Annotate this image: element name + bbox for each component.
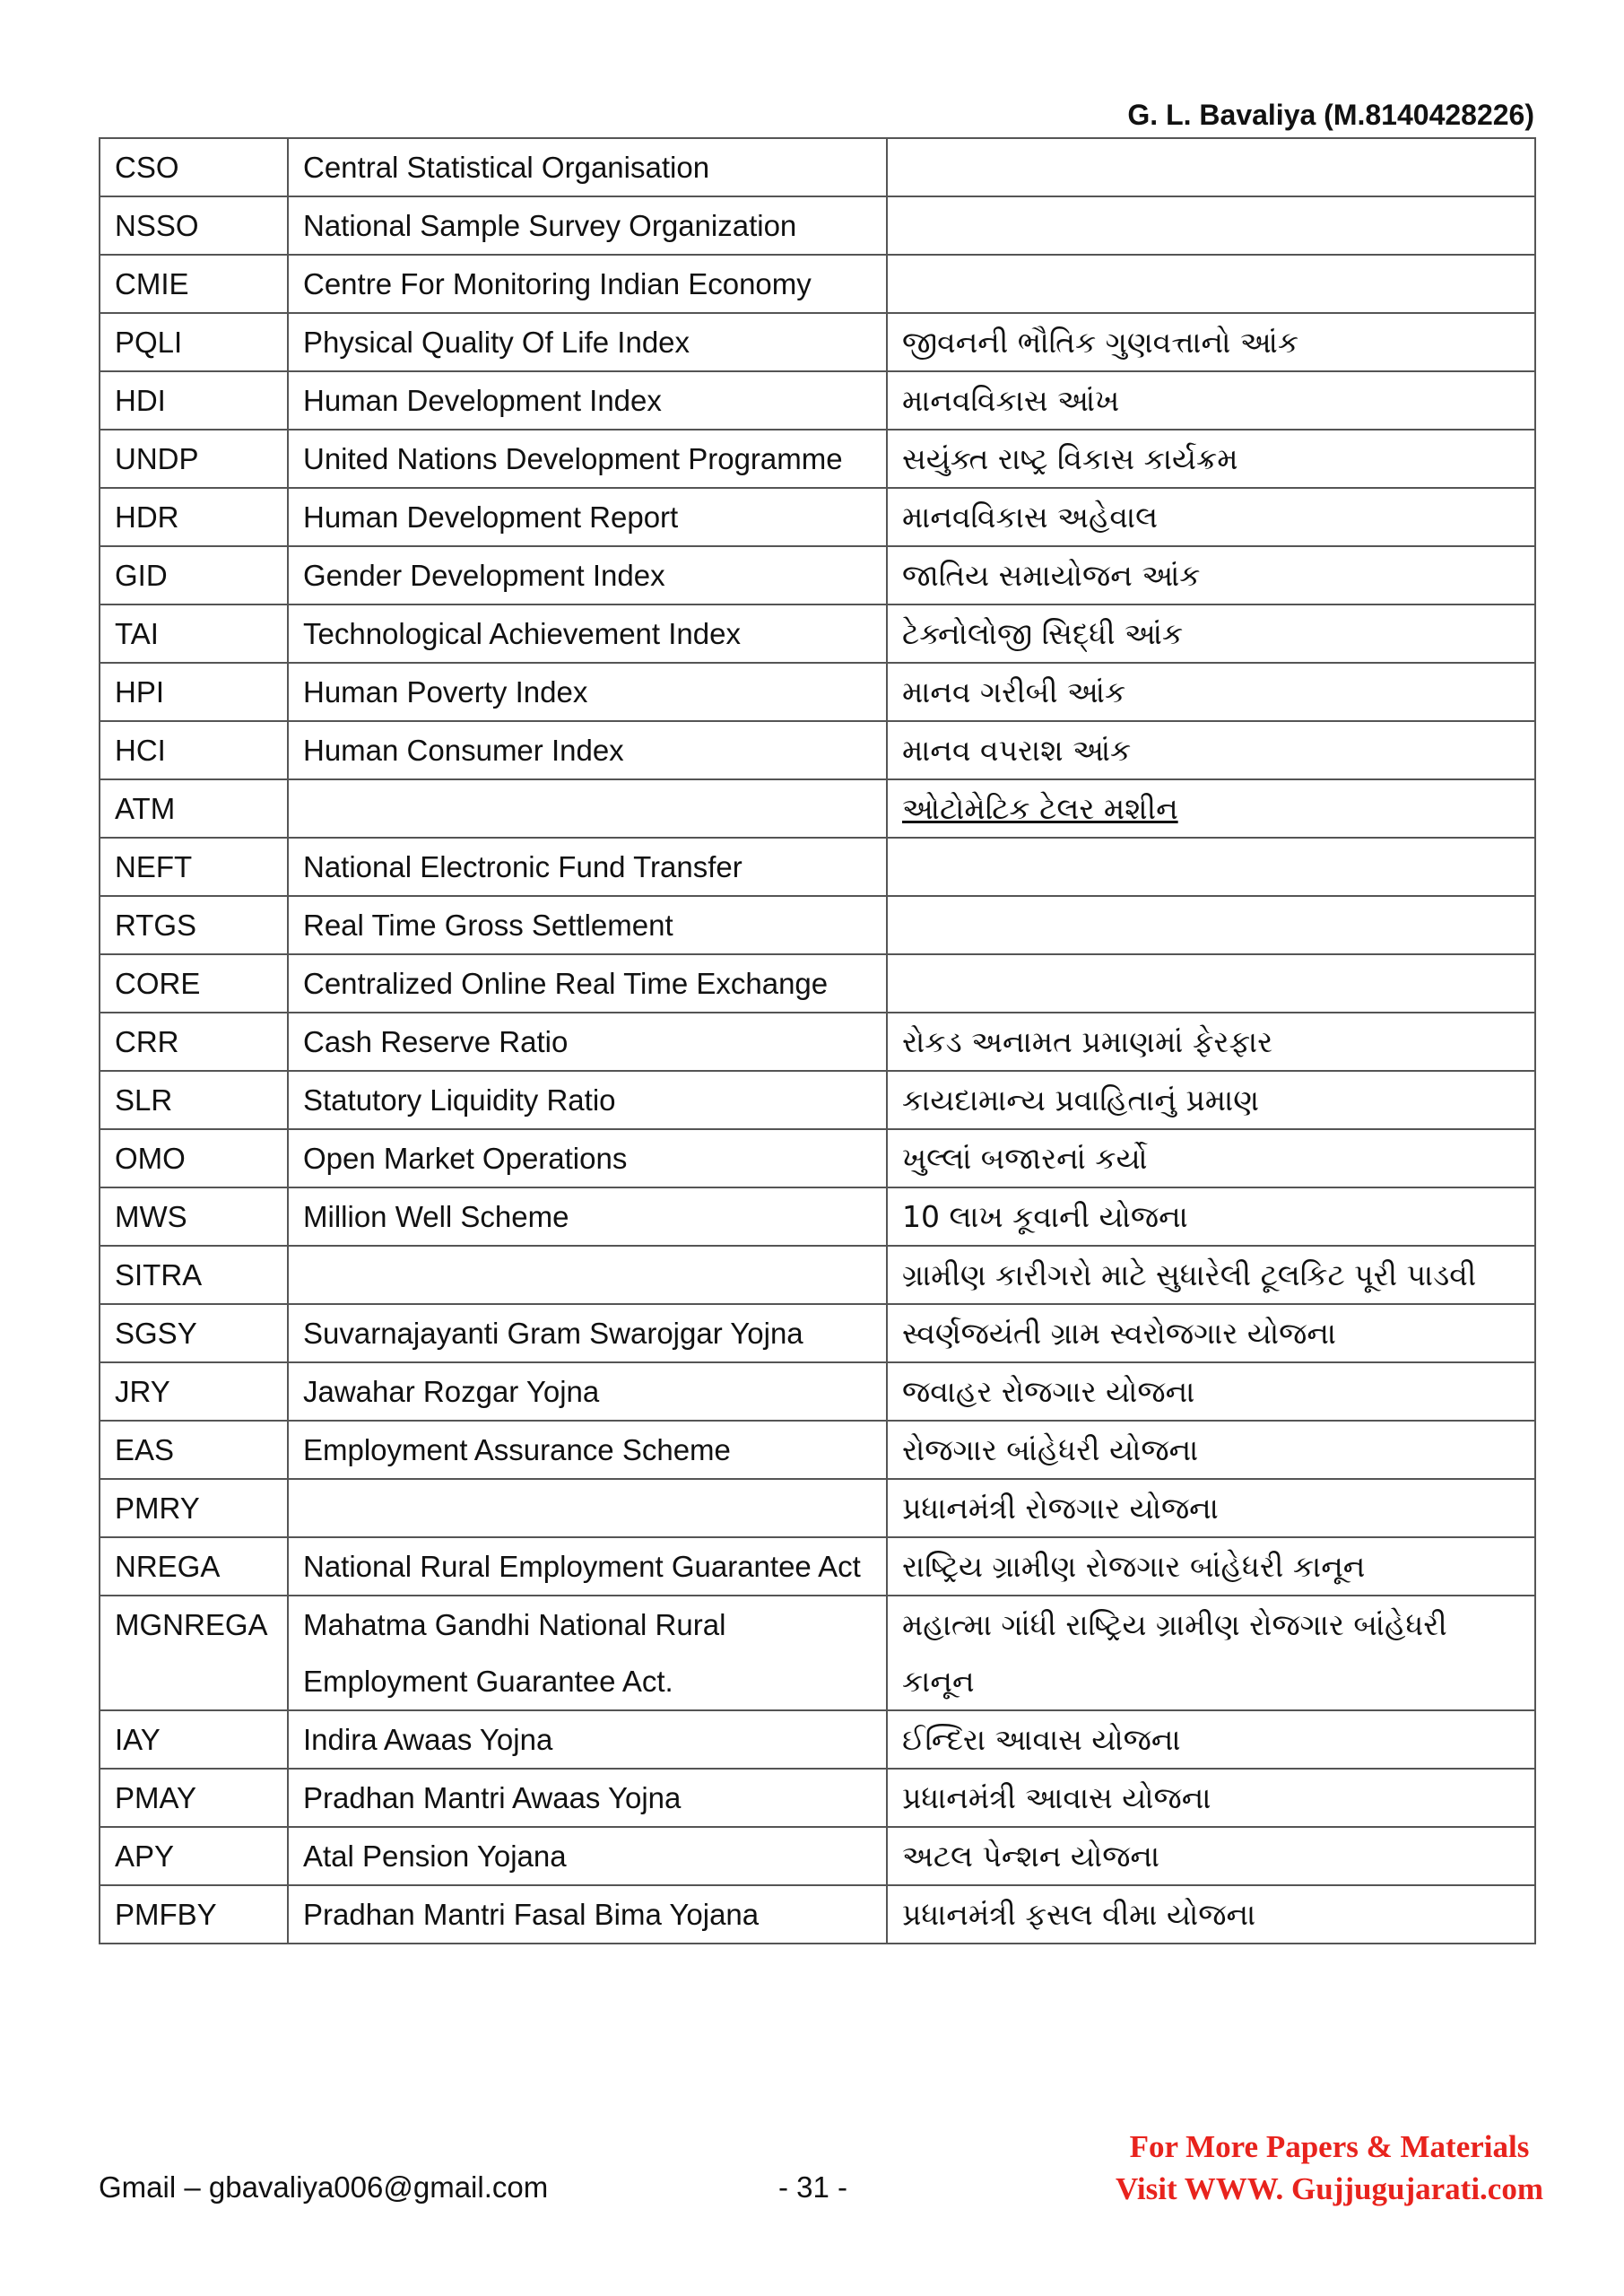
abbreviation-cell — [100, 255, 288, 313]
table-row — [100, 1071, 1535, 1129]
english-term-cell — [288, 1071, 887, 1129]
english-term-cell-text: Physical Quality Of Life Index — [303, 326, 690, 359]
abbreviation-cell-text: ATM — [115, 792, 176, 825]
abbreviation-table-body — [100, 138, 1535, 1944]
gujarati-term-cell — [887, 604, 1535, 663]
abbreviation-cell — [100, 371, 288, 430]
table-row — [100, 663, 1535, 721]
english-term-cell-text: Pradhan Mantri Fasal Bima Yojana — [303, 1898, 760, 1931]
english-term-cell-text: National Rural Employment Guarantee Act — [303, 1550, 861, 1583]
english-term-cell — [288, 1129, 887, 1187]
abbreviation-cell — [100, 1596, 288, 1710]
gujarati-term-cell-text: માનવ વપરાશ આંક — [902, 733, 1132, 768]
abbreviation-cell-text: NEFT — [115, 850, 193, 883]
gujarati-term-cell-text: ઈન્દિરા આવાસ યોજના — [902, 1722, 1181, 1757]
english-term-cell — [288, 721, 887, 779]
abbreviation-cell-text: HDR — [115, 500, 179, 534]
abbreviation-cell-text: HCI — [115, 734, 166, 767]
gujarati-term-cell — [887, 1362, 1535, 1421]
table-row — [100, 1479, 1535, 1537]
gujarati-term-cell — [887, 1769, 1535, 1827]
table-row — [100, 430, 1535, 488]
table-row — [100, 1769, 1535, 1827]
abbreviation-cell — [100, 1479, 288, 1537]
footer-email: Gmail – gbavaliya006@gmail.com — [99, 2170, 549, 2204]
table-row — [100, 313, 1535, 371]
gujarati-term-cell — [887, 255, 1535, 313]
gujarati-term-cell — [887, 1304, 1535, 1362]
english-term-cell-text: Centralized Online Real Time Exchange — [303, 967, 829, 1000]
abbreviation-cell — [100, 1129, 288, 1187]
abbreviation-cell — [100, 546, 288, 604]
table-row — [100, 255, 1535, 313]
english-term-cell — [288, 255, 887, 313]
abbreviation-cell-text: HDI — [115, 384, 166, 417]
gujarati-term-cell-text: અટલ પેન્શન યોજના — [902, 1839, 1160, 1874]
gujarati-term-cell-text: માનવ ગરીબી આંક — [902, 674, 1126, 709]
english-term-cell — [288, 1537, 887, 1596]
table-row — [100, 1827, 1535, 1885]
english-term-cell — [288, 313, 887, 371]
gujarati-term-cell-text: પ્રધાનમંત્રી રોજગાર યોજના — [902, 1491, 1219, 1526]
english-term-cell-text: Atal Pension Yojana — [303, 1839, 567, 1873]
english-term-cell — [288, 1769, 887, 1827]
gujarati-term-cell — [887, 371, 1535, 430]
abbreviation-cell — [100, 1304, 288, 1362]
abbreviation-cell-text: PMAY — [115, 1781, 197, 1814]
abbreviation-cell-text: CORE — [115, 967, 201, 1000]
english-term-cell-text: Real Time Gross Settlement — [303, 909, 673, 942]
table-row — [100, 604, 1535, 663]
abbreviation-cell-text: IAY — [115, 1723, 161, 1756]
gujarati-term-cell-text: ઓટોમેટિક ટેલર મશીન — [902, 791, 1178, 826]
english-term-cell — [288, 1596, 887, 1710]
english-term-cell — [288, 488, 887, 546]
author-header: G. L. Bavaliya (M.8140428226) — [1127, 99, 1534, 131]
english-term-cell-text: Employment Assurance Scheme — [303, 1433, 731, 1466]
gujarati-term-cell — [887, 1129, 1535, 1187]
abbreviation-cell-text: CRR — [115, 1025, 179, 1058]
abbreviation-cell — [100, 1537, 288, 1596]
gujarati-term-cell-text: સયુંક્ત રાષ્ટ્ર વિકાસ કાર્યક્રમ — [902, 441, 1238, 476]
abbreviation-cell-text: UNDP — [115, 442, 199, 475]
gujarati-term-cell-text: માનવવિકાસ આંખ — [902, 383, 1120, 418]
english-term-cell-text: Human Consumer Index — [303, 734, 624, 767]
table-row — [100, 546, 1535, 604]
english-term-cell-text: Human Development Report — [303, 500, 679, 534]
table-row — [100, 1304, 1535, 1362]
english-term-cell-text: Centre For Monitoring Indian Economy — [303, 267, 812, 300]
gujarati-term-cell — [887, 1187, 1535, 1246]
gujarati-term-cell — [887, 1421, 1535, 1479]
gujarati-term-cell-text: રોજગાર બાંહેધરી યોજના — [902, 1432, 1199, 1467]
gujarati-term-cell — [887, 546, 1535, 604]
abbreviation-cell — [100, 721, 288, 779]
gujarati-term-cell-text: રોકડ અનામત પ્રમાણમાં ફેરફાર — [902, 1024, 1273, 1059]
abbreviation-cell — [100, 604, 288, 663]
table-row — [100, 1246, 1535, 1304]
abbreviation-cell — [100, 1187, 288, 1246]
gujarati-term-cell — [887, 954, 1535, 1013]
table-row — [100, 1710, 1535, 1769]
gujarati-term-cell — [887, 138, 1535, 196]
abbreviation-cell-text: TAI — [115, 617, 159, 650]
english-term-cell-text: Gender Development Index — [303, 559, 665, 592]
gujarati-term-cell-text: કાયદામાન્ય પ્રવાહિતાનું પ્રમાણ — [902, 1083, 1259, 1118]
english-term-cell-text: Suvarnajayanti Gram Swarojgar Yojna — [303, 1317, 803, 1350]
abbreviation-cell-text: APY — [115, 1839, 175, 1873]
table-row — [100, 1885, 1535, 1944]
gujarati-term-cell — [887, 196, 1535, 255]
english-term-cell-text: Central Statistical Organisation — [303, 151, 710, 184]
english-term-cell — [288, 954, 887, 1013]
english-term-cell — [288, 1885, 887, 1944]
english-term-cell-text: Human Development Index — [303, 384, 662, 417]
table-row — [100, 1537, 1535, 1596]
gujarati-term-cell — [887, 1885, 1535, 1944]
english-term-cell — [288, 196, 887, 255]
gujarati-term-cell — [887, 313, 1535, 371]
table-row — [100, 138, 1535, 196]
abbreviation-cell-text: PMRY — [115, 1492, 200, 1525]
gujarati-term-cell — [887, 1537, 1535, 1596]
abbreviation-cell-text: NREGA — [115, 1550, 221, 1583]
abbreviation-cell — [100, 1071, 288, 1129]
abbreviation-table — [99, 137, 1536, 1944]
promo-line-2: Visit WWW. Gujjugujarati.com — [1115, 2171, 1543, 2206]
english-term-cell-text: Open Market Operations — [303, 1142, 628, 1175]
abbreviation-cell — [100, 430, 288, 488]
abbreviation-cell-text: CMIE — [115, 267, 189, 300]
english-term-cell — [288, 1013, 887, 1071]
abbreviation-cell-text: RTGS — [115, 909, 197, 942]
gujarati-term-cell — [887, 1479, 1535, 1537]
abbreviation-cell-text: CSO — [115, 151, 179, 184]
gujarati-term-cell-text: પ્રધાનમંત્રી આવાસ યોજના — [902, 1780, 1211, 1815]
english-term-cell — [288, 430, 887, 488]
table-row — [100, 1362, 1535, 1421]
abbreviation-cell — [100, 1246, 288, 1304]
abbreviation-cell-text: NSSO — [115, 209, 199, 242]
abbreviation-cell-text: GID — [115, 559, 168, 592]
abbreviation-cell — [100, 896, 288, 954]
gujarati-term-cell — [887, 838, 1535, 896]
abbreviation-cell — [100, 954, 288, 1013]
english-term-cell — [288, 1421, 887, 1479]
abbreviation-cell — [100, 663, 288, 721]
english-term-cell — [288, 1479, 887, 1537]
gujarati-term-cell — [887, 779, 1535, 838]
table-row — [100, 1013, 1535, 1071]
abbreviation-cell-text: HPI — [115, 675, 165, 709]
abbreviation-cell — [100, 196, 288, 255]
gujarati-term-cell-text: જાતિય સમાયોજન આંક — [902, 558, 1201, 593]
english-term-cell-text: Indira Awaas Yojna — [303, 1723, 553, 1756]
gujarati-term-cell — [887, 663, 1535, 721]
gujarati-term-cell — [887, 1710, 1535, 1769]
abbreviation-cell-text: MWS — [115, 1200, 187, 1233]
abbreviation-cell-text: JRY — [115, 1375, 170, 1408]
abbreviation-cell-text: SGSY — [115, 1317, 197, 1350]
abbreviation-cell — [100, 138, 288, 196]
abbreviation-cell-text: SITRA — [115, 1258, 203, 1292]
english-term-cell-text: Pradhan Mantri Awaas Yojna — [303, 1781, 682, 1814]
english-term-cell — [288, 1246, 887, 1304]
abbreviation-cell — [100, 1710, 288, 1769]
english-term-cell — [288, 371, 887, 430]
abbreviation-cell — [100, 1362, 288, 1421]
abbreviation-cell — [100, 779, 288, 838]
abbreviation-cell — [100, 1885, 288, 1944]
abbreviation-cell — [100, 1827, 288, 1885]
abbreviation-cell-text: EAS — [115, 1433, 175, 1466]
table-row — [100, 954, 1535, 1013]
gujarati-term-cell — [887, 1596, 1535, 1710]
english-term-cell-text: National Sample Survey Organization — [303, 209, 797, 242]
table-row — [100, 196, 1535, 255]
english-term-cell — [288, 896, 887, 954]
table-row — [100, 896, 1535, 954]
english-term-cell — [288, 1304, 887, 1362]
table-row — [100, 488, 1535, 546]
gujarati-term-cell — [887, 896, 1535, 954]
abbreviation-cell-text: SLR — [115, 1083, 173, 1117]
gujarati-term-cell-text: 10 લાખ કૂવાની યોજના — [902, 1199, 1188, 1234]
abbreviation-cell-text: OMO — [115, 1142, 186, 1175]
table-row — [100, 1596, 1535, 1710]
english-term-cell-text: Cash Reserve Ratio — [303, 1025, 569, 1058]
abbreviation-cell — [100, 1421, 288, 1479]
promo-line-1: For More Papers & Materials — [1129, 2129, 1530, 2164]
table-row — [100, 779, 1535, 838]
english-term-cell — [288, 779, 887, 838]
gujarati-term-cell — [887, 1246, 1535, 1304]
abbreviation-cell — [100, 313, 288, 371]
gujarati-term-cell — [887, 1013, 1535, 1071]
english-term-cell-text: National Electronic Fund Transfer — [303, 850, 743, 883]
abbreviation-cell — [100, 1769, 288, 1827]
gujarati-term-cell-text: પ્રધાનમંત્રી ફસલ વીમા યોજના — [902, 1897, 1256, 1932]
table-row — [100, 838, 1535, 896]
page-number: - 31 - — [778, 2170, 848, 2204]
english-term-cell — [288, 604, 887, 663]
gujarati-term-cell-text: જીવનની ભૌતિક ગુણવત્તાનો આંક — [902, 325, 1299, 360]
abbreviation-cell-text: MGNREGA — [115, 1608, 268, 1641]
abbreviation-cell-text: PQLI — [115, 326, 183, 359]
table-row — [100, 721, 1535, 779]
english-term-cell-text: United Nations Development Programme — [303, 442, 843, 475]
english-term-cell — [288, 546, 887, 604]
english-term-cell-text: Jawahar Rozgar Yojna — [303, 1375, 600, 1408]
english-term-cell-text: Technological Achievement Index — [303, 617, 741, 650]
english-term-cell-text: Human Poverty Index — [303, 675, 588, 709]
table-row — [100, 1421, 1535, 1479]
english-term-cell — [288, 1362, 887, 1421]
abbreviation-cell — [100, 838, 288, 896]
gujarati-term-cell-text: માનવવિકાસ અહેવાલ — [902, 500, 1159, 535]
gujarati-term-cell-text: જવાહર રોજગાર યોજના — [902, 1374, 1195, 1409]
english-term-cell — [288, 1187, 887, 1246]
english-term-cell-text: Mahatma Gandhi National Rural Employment Guarantee Act. — [303, 1608, 726, 1698]
english-term-cell-text: Million Well Scheme — [303, 1200, 569, 1233]
gujarati-term-cell — [887, 430, 1535, 488]
gujarati-term-cell-text: ટેક્નોલોજી સિદ્ધી આંક — [902, 616, 1184, 651]
gujarati-term-cell-text: રાષ્ટ્રિય ગ્રામીણ રોજગાર બાંહેધરી કાનૂન — [902, 1549, 1366, 1584]
english-term-cell — [288, 1827, 887, 1885]
english-term-cell — [288, 138, 887, 196]
gujarati-term-cell-text: ગ્રામીણ કારીગરો માટે સુધારેલી ટૂલકિટ પૂરી પાડવી — [902, 1257, 1477, 1292]
english-term-cell-text: Statutory Liquidity Ratio — [303, 1083, 616, 1117]
gujarati-term-cell — [887, 721, 1535, 779]
table-row — [100, 1129, 1535, 1187]
promo-text — [1116, 2126, 1543, 2210]
gujarati-term-cell — [887, 1827, 1535, 1885]
gujarati-term-cell — [887, 488, 1535, 546]
table-row — [100, 371, 1535, 430]
abbreviation-cell-text: PMFBY — [115, 1898, 217, 1931]
english-term-cell — [288, 838, 887, 896]
gujarati-term-cell-text: મહાત્મા ગાંધી રાષ્ટ્રિય ગ્રામીણ રોજગાર બાંહેધરી કાનૂન — [902, 1607, 1447, 1699]
gujarati-term-cell-text: ખુલ્લાં બજારનાં કર્યો — [902, 1141, 1148, 1176]
abbreviation-cell — [100, 488, 288, 546]
gujarati-term-cell — [887, 1071, 1535, 1129]
english-term-cell — [288, 663, 887, 721]
english-term-cell — [288, 1710, 887, 1769]
table-row — [100, 1187, 1535, 1246]
gujarati-term-cell-text: સ્વર્ણજયંતી ગ્રામ સ્વરોજગાર યોજના — [902, 1316, 1336, 1351]
abbreviation-cell — [100, 1013, 288, 1071]
